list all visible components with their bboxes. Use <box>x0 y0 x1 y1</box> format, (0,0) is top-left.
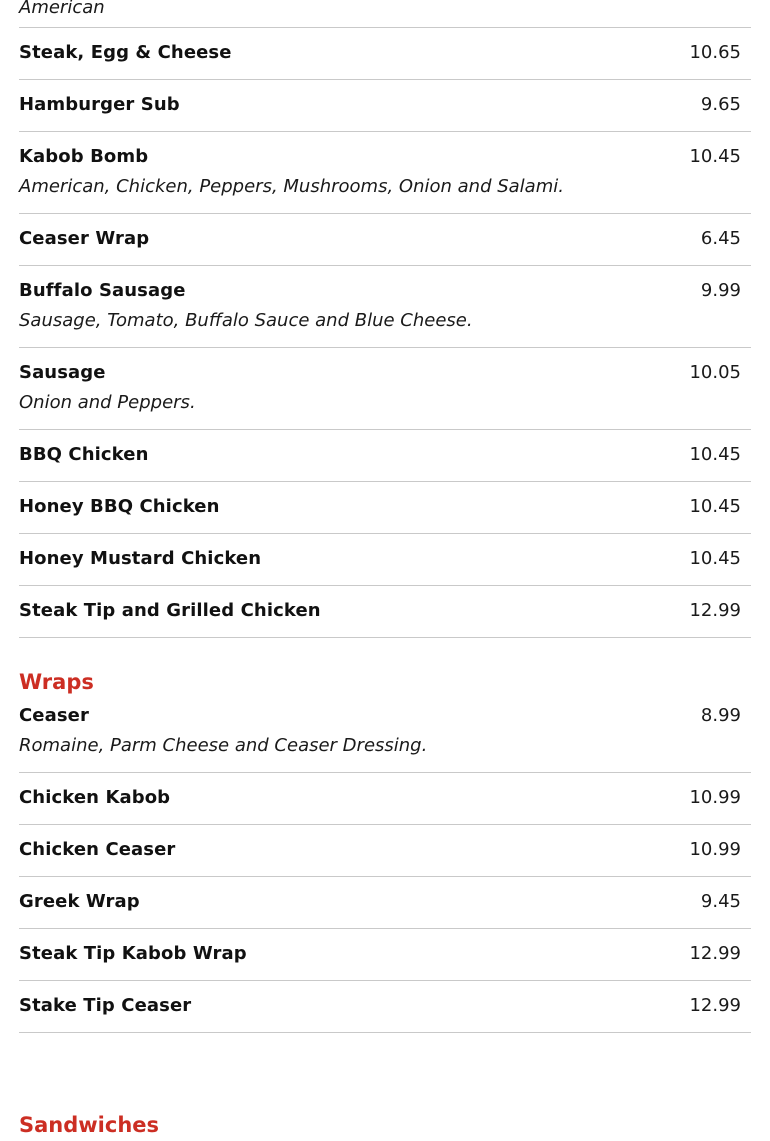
item-name: Steak, Egg & Cheese <box>19 42 232 63</box>
item-price: 9.65 <box>700 94 741 115</box>
item-name: Honey BBQ Chicken <box>19 496 220 517</box>
item-price: 8.99 <box>700 705 741 726</box>
item-name: Sausage <box>19 362 106 383</box>
item-price: 12.99 <box>689 600 741 621</box>
menu-item[interactable] <box>19 929 751 981</box>
item-description: Romaine, Parm Cheese and Ceaser Dressing. <box>19 735 428 756</box>
item-name: Ceaser <box>19 705 89 726</box>
menu-item[interactable] <box>19 877 751 929</box>
item-price: 10.45 <box>689 444 741 465</box>
section-title-wraps: Wraps <box>19 670 94 694</box>
item-price: 9.45 <box>700 891 741 912</box>
menu-item[interactable] <box>19 534 751 586</box>
menu-item[interactable] <box>19 586 751 638</box>
item-name: Kabob Bomb <box>19 146 149 167</box>
item-name: Chicken Ceaser <box>19 839 176 860</box>
menu-item[interactable] <box>19 825 751 877</box>
menu-item[interactable] <box>19 773 751 825</box>
item-name: Chicken Kabob <box>19 787 171 808</box>
menu-item[interactable] <box>19 981 751 1033</box>
menu-item[interactable] <box>19 698 751 773</box>
item-name: Hamburger Sub <box>19 94 180 115</box>
item-description: American <box>19 0 105 18</box>
previous-item-tail <box>19 0 751 28</box>
item-description: Onion and Peppers. <box>19 392 196 413</box>
menu-item[interactable] <box>19 482 751 534</box>
item-price: 10.45 <box>689 146 741 167</box>
item-price: 12.99 <box>689 995 741 1016</box>
item-price: 10.45 <box>689 548 741 569</box>
item-price: 10.65 <box>689 42 741 63</box>
wraps-list <box>19 698 751 1033</box>
item-price: 6.45 <box>700 228 741 249</box>
item-price: 10.45 <box>689 496 741 517</box>
item-price: 12.99 <box>689 943 741 964</box>
menu-page <box>19 0 751 1141</box>
section-title-sandwiches: Sandwiches <box>19 1113 160 1137</box>
item-name: Buffalo Sausage <box>19 280 186 301</box>
section-spacer <box>19 1033 751 1081</box>
menu-item[interactable] <box>19 28 751 80</box>
menu-item[interactable] <box>19 214 751 266</box>
menu-item[interactable] <box>19 348 751 430</box>
item-name: Stake Tip Ceaser <box>19 995 192 1016</box>
item-name: Honey Mustard Chicken <box>19 548 262 569</box>
item-name: Steak Tip and Grilled Chicken <box>19 600 321 621</box>
subs-list <box>19 28 751 638</box>
menu-item[interactable] <box>19 430 751 482</box>
item-name: Ceaser Wrap <box>19 228 150 249</box>
menu-item[interactable] <box>19 266 751 348</box>
item-price: 10.05 <box>689 362 741 383</box>
item-price: 10.99 <box>689 787 741 808</box>
menu-item[interactable] <box>19 80 751 132</box>
item-price: 10.99 <box>689 839 741 860</box>
item-description: Sausage, Tomato, Buffalo Sauce and Blue Cheese. <box>19 310 473 331</box>
menu-item[interactable] <box>19 132 751 214</box>
item-price: 9.99 <box>700 280 741 301</box>
item-name: BBQ Chicken <box>19 444 149 465</box>
item-description: American, Chicken, Peppers, Mushrooms, Onion and Salami. <box>19 176 564 197</box>
item-name: Steak Tip Kabob Wrap <box>19 943 247 964</box>
item-name: Greek Wrap <box>19 891 140 912</box>
